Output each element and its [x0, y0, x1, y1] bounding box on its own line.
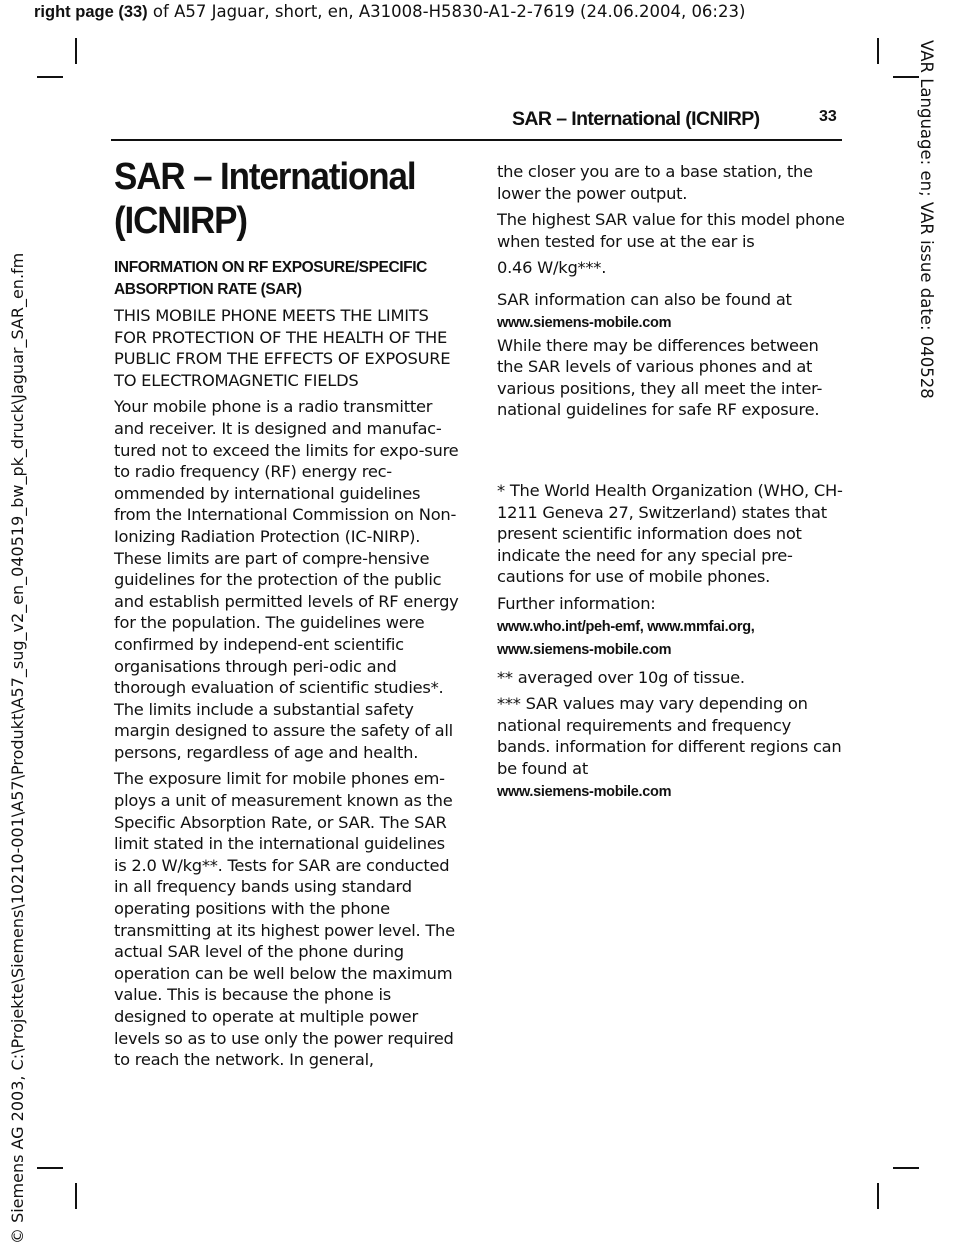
paragraph-highest-sar: [497, 209, 845, 284]
print-job-info: of A57 Jaguar, short, en, A31008-H5830-A1-2-7619 (24.06.2004, 06:23): [147, 2, 746, 21]
paragraph-transmitter: Your mobile phone is a radio transmitter and receiver. It is designed and manufac-tured not to exceed the limits for expo-sure to radio frequency (RF) energy rec-ommended by international guidelines from the International Commission on Non-Ionizing Radiation Protection (IC-NIRP). These limits are part of compre-hensive guidelines for the protection of the public and establish permitted levels of RF energy for the population. The guidelines were confirmed by independ-ent scientific organisations through peri-odic and thorough evaluation of scientific studies*. The limits include a substantial safety margin designed to assure the safety of all persons, regardless of age and health.: [114, 397, 459, 762]
title-line-2: (ICNIRP): [114, 200, 247, 242]
who-mmfai-links[interactable]: www.who.int/peh-emf, www.mmfai.org,: [497, 618, 755, 635]
crop-mark-top-right-v: [877, 38, 879, 64]
compliance-statement: THIS MOBILE PHONE MEETS THE LIMITS FOR PROTECTION OF THE HEALTH OF THE PUBLIC FROM THE EFFECTS OF EXPOSURE TO ELECTROMAGNETIC FIELDS: [114, 306, 451, 390]
crop-mark-top-right-h: [893, 76, 919, 78]
paragraph-sar-info: [497, 289, 845, 421]
print-job-header: [34, 2, 745, 22]
copyright-file-path: © Siemens AG 2003, C:\Projekte\Siemens\10210-001\A57\Produkt\A57_sug_v2_en_040519_bw_pk_druck\Jaguar_SAR_en.fm: [8, 252, 27, 1244]
page-number: 33: [819, 108, 837, 125]
spacer: [497, 426, 845, 480]
footnote-sar-values-text: *** SAR values may vary depending on national requirements and frequency bands. information for different regions can be found at: [497, 694, 842, 779]
title-line-1: SAR – International: [114, 156, 416, 198]
crop-mark-top-left-h: [37, 76, 63, 78]
highest-sar-text: The highest SAR value for this model phone when tested for use at the ear is: [497, 210, 845, 251]
further-information: [497, 593, 845, 662]
footnote-sar-values: [497, 693, 845, 803]
crop-mark-bottom-right-h: [893, 1167, 919, 1169]
sar-info-text: SAR information can also be found at: [497, 290, 792, 310]
right-column: [497, 161, 845, 808]
sar-differences-text: While there may be differences between the SAR levels of various phones and at various positions, they all meet the inter-national guidelines for safe RF exposure.: [497, 335, 823, 420]
print-job-page: right page (33): [34, 3, 148, 21]
footnote-tissue: ** averaged over 10g of tissue.: [497, 667, 745, 687]
paragraph-base-station: the closer you are to a base station, the lower the power output.: [497, 162, 813, 203]
crop-mark-bottom-left-v: [75, 1183, 77, 1209]
paragraph-exposure-limit: The exposure limit for mobile phones em-ploys a unit of measurement known as the Specific Absorption Rate, or SAR. The SAR limit stated in the international guidelines is 2.0 W/kg**. Tests for SAR are conducted in all frequency bands using standard operating positions with the phone transmitting at its highest power level. The actual SAR level of the phone during operation can be well below the maximum value. This is because the phone is designed to operate at multiple power levels so as to use only the power required to reach the network. In general,: [114, 769, 455, 1070]
siemens-link-3[interactable]: www.siemens-mobile.com: [497, 783, 672, 800]
highest-sar-value: 0.46 W/kg***.: [497, 258, 607, 278]
page-title: [114, 155, 482, 243]
var-language-note: VAR Language: en; VAR issue date: 040528: [917, 40, 936, 399]
crop-mark-bottom-left-h: [37, 1167, 63, 1169]
further-information-label: Further information:: [497, 593, 656, 613]
running-head: SAR – International (ICNIRP): [512, 108, 760, 130]
section-subhead: INFORMATION ON RF EXPOSURE/SPECIFIC ABSORPTION RATE (SAR): [114, 259, 427, 298]
siemens-link-2[interactable]: www.siemens-mobile.com: [497, 642, 672, 659]
siemens-link[interactable]: www.siemens-mobile.com: [497, 314, 672, 331]
crop-mark-bottom-right-v: [877, 1183, 879, 1209]
left-column: [114, 155, 462, 1076]
crop-mark-top-left-v: [75, 38, 77, 64]
footnote-who: * The World Health Organization (WHO, CH-1211 Geneva 27, Switzerland) states that present scientific information does not indicate the need for any special pre-cautions for use of mobile phones.: [497, 480, 843, 587]
header-rule: [111, 139, 842, 141]
